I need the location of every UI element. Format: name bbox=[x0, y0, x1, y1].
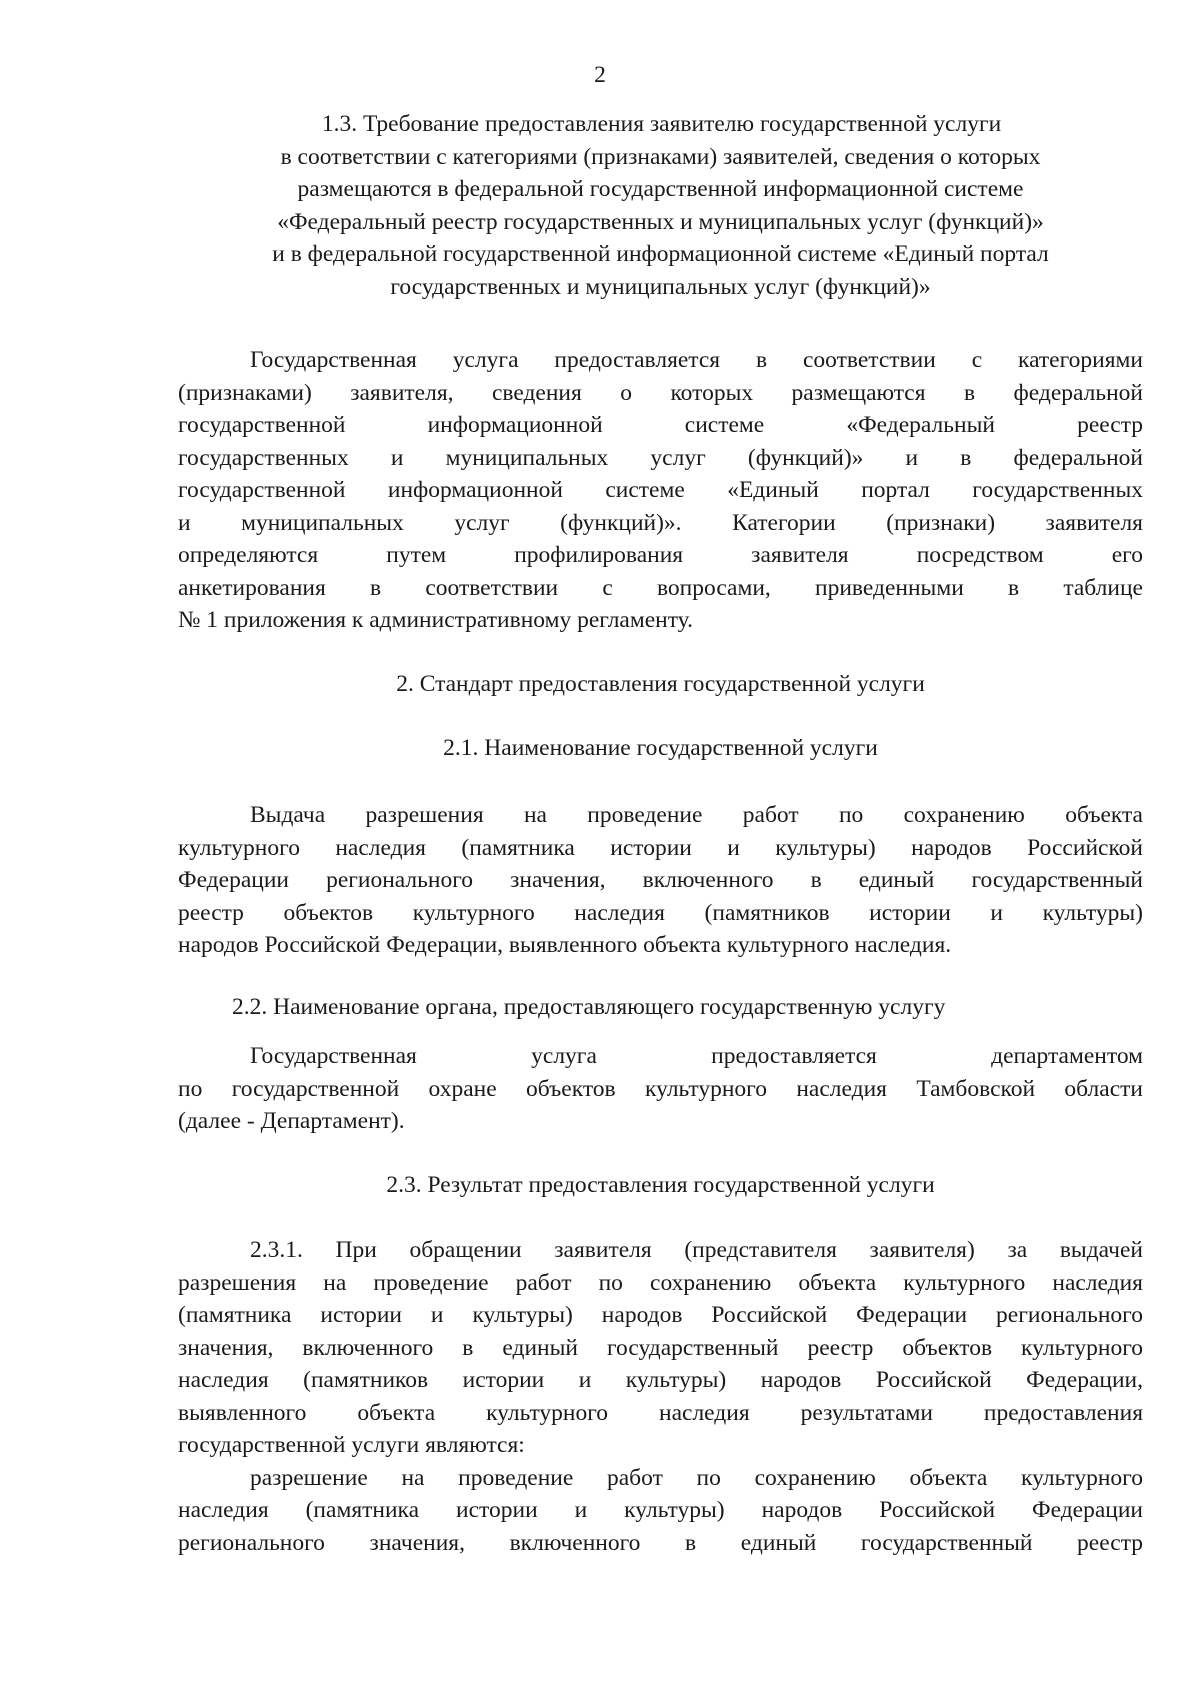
page-number: 2 bbox=[594, 62, 606, 88]
heading-line: государственных и муниципальных услуг (функций)» bbox=[390, 273, 931, 300]
paragraph-line: (признаками) заявителя, сведения о которых размещаются в федеральной bbox=[178, 379, 1143, 406]
paragraph-line: народов Российской Федерации, выявленного объекта культурного наследия. bbox=[178, 932, 952, 958]
paragraph-line: наследия (памятника истории и культуры) народов Российской Федерации bbox=[178, 1497, 1143, 1523]
heading-line: 1.3. Требование предоставления заявителю государственной услуги bbox=[321, 111, 1002, 137]
paragraph-line: разрешения на проведение работ по сохранению объекта культурного наследия bbox=[178, 1269, 1143, 1296]
heading-line: «Федеральный реестр государственных и муниципальных услуг (функций)» bbox=[277, 208, 1044, 235]
paragraph-line: Государственная услуга предоставляется департаментом bbox=[250, 1043, 1143, 1069]
paragraph-line: Государственная услуга предоставляется в соответствии с категориями bbox=[250, 347, 1143, 373]
paragraph-line: 2.3.1. При обращении заявителя (представителя заявителя) за выдачей bbox=[250, 1237, 1143, 1263]
paragraph-line: и муниципальных услуг (функций)». Категории (признаки) заявителя bbox=[178, 509, 1143, 536]
section-2-2-body bbox=[178, 1040, 1143, 1138]
section-2-2-heading bbox=[178, 991, 1143, 1024]
paragraph-line: № 1 приложения к административному регламенту. bbox=[178, 607, 693, 633]
paragraph-line: наследия (памятников истории и культуры) народов Российской Федерации, bbox=[178, 1367, 1143, 1393]
paragraph-line: разрешение на проведение работ по сохранению объекта культурного bbox=[250, 1464, 1143, 1491]
paragraph-line: государственной информационной системе «Федеральный реестр bbox=[178, 412, 1143, 438]
section-2-heading: 2. Стандарт предоставления государственной услуги bbox=[396, 671, 925, 697]
section-1-3-heading bbox=[178, 108, 1143, 303]
paragraph-line: анкетирования в соответствии с вопросами, приведенными в таблице bbox=[178, 574, 1143, 601]
paragraph-line: культурного наследия (памятника истории и культуры) народов Российской bbox=[178, 834, 1143, 861]
paragraph-line: значения, включенного в единый государственный реестр объектов культурного bbox=[178, 1334, 1143, 1361]
heading-line: размещаются в федеральной государственной информационной системе bbox=[297, 176, 1024, 202]
heading-line: и в федеральной государственной информационной системе «Единый портал bbox=[272, 241, 1049, 267]
paragraph-line: Выдача разрешения на проведение работ по сохранению объекта bbox=[250, 802, 1143, 828]
paragraph-line: государственной информационной системе «Единый портал государственных bbox=[178, 477, 1143, 503]
paragraph-line: государственной услуги являются: bbox=[178, 1432, 525, 1458]
paragraph-line: (памятника истории и культуры) народов Российской Федерации регионального bbox=[178, 1302, 1143, 1328]
paragraph-line: реестр объектов культурного наследия (памятников истории и культуры) bbox=[178, 899, 1143, 926]
section-2-3-heading: 2.3. Результат предоставления государственной услуги bbox=[386, 1172, 935, 1198]
paragraph-line: по государственной охране объектов культурного наследия Тамбовской области bbox=[178, 1075, 1143, 1102]
paragraph-line: регионального значения, включенного в единый государственный реестр bbox=[178, 1529, 1143, 1556]
heading-line: 2.2. Наименование органа, предоставляющего государственную услугу bbox=[232, 994, 946, 1020]
paragraph-line: (далее - Департамент). bbox=[178, 1108, 405, 1134]
section-2-3-body bbox=[178, 1234, 1143, 1559]
section-2-1-heading: 2.1. Наименование государственной услуги bbox=[443, 735, 878, 761]
paragraph-line: определяются путем профилирования заявителя посредством его bbox=[178, 542, 1143, 568]
heading-line: в соответствии с категориями (признаками) заявителей, сведения о которых bbox=[280, 143, 1041, 170]
paragraph-line: выявленного объекта культурного наследия результатами предоставления bbox=[178, 1399, 1143, 1426]
paragraph-line: государственных и муниципальных услуг (функций)» и в федеральной bbox=[178, 444, 1143, 471]
section-2-1-body bbox=[178, 799, 1143, 962]
section-1-3-body bbox=[178, 344, 1143, 637]
paragraph-line: Федерации регионального значения, включенного в единый государственный bbox=[178, 867, 1143, 893]
